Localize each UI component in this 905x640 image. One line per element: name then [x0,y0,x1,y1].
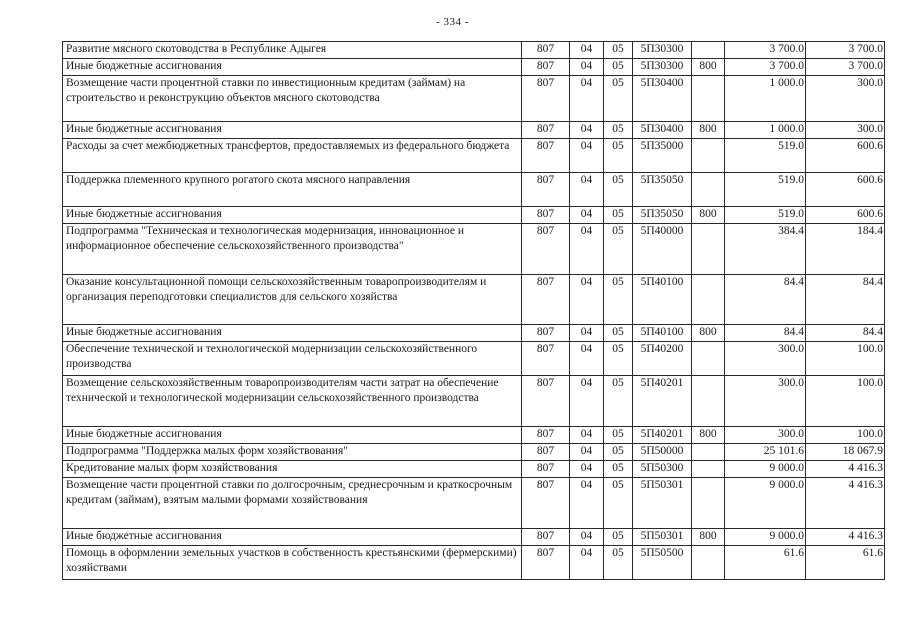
amount-year-2: 3 700.0 [806,42,885,59]
ministry-code: 807 [522,325,570,342]
section-code: 04 [570,207,604,224]
amount-year-2: 100.0 [806,376,885,427]
amount-year-2: 100.0 [806,427,885,444]
ministry-code: 807 [522,139,570,173]
amount-year-1: 300.0 [725,342,806,376]
target-article: 5П50301 [633,529,692,546]
expense-type [692,461,725,478]
amount-year-1: 9 000.0 [725,461,806,478]
subsection-code: 05 [604,461,633,478]
ministry-code: 807 [522,546,570,580]
expense-type: 800 [692,325,725,342]
table-row [63,342,885,376]
target-article: 5П30300 [633,59,692,76]
row-name: Оказание консультационной помощи сельскохозяйственным товаропроизводителям и организация переподготовки специалистов для сельского хозяйства [63,275,522,325]
ministry-code: 807 [522,342,570,376]
table-row [63,139,885,173]
row-name: Возмещение части процентной ставки по долгосрочным, среднесрочным и краткосрочным кредитам (займам), взятым малыми формами хозяйствования [63,478,522,529]
section-code: 04 [570,59,604,76]
ministry-code: 807 [522,224,570,275]
amount-year-1: 519.0 [725,173,806,207]
amount-year-2: 61.6 [806,546,885,580]
amount-year-1: 1 000.0 [725,76,806,122]
amount-year-2: 4 416.3 [806,478,885,529]
table-row [63,427,885,444]
expense-type: 800 [692,59,725,76]
table-row [63,224,885,275]
amount-year-1: 300.0 [725,376,806,427]
expense-type [692,478,725,529]
expense-type [692,376,725,427]
expense-type [692,173,725,207]
table-row [63,59,885,76]
expense-type [692,224,725,275]
section-code: 04 [570,76,604,122]
subsection-code: 05 [604,376,633,427]
expense-type [692,139,725,173]
amount-year-1: 1 000.0 [725,122,806,139]
section-code: 04 [570,444,604,461]
section-code: 04 [570,546,604,580]
subsection-code: 05 [604,444,633,461]
amount-year-2: 600.6 [806,173,885,207]
subsection-code: 05 [604,122,633,139]
amount-year-1: 84.4 [725,325,806,342]
amount-year-1: 9 000.0 [725,529,806,546]
ministry-code: 807 [522,444,570,461]
expense-type: 800 [692,529,725,546]
subsection-code: 05 [604,173,633,207]
target-article: 5П35050 [633,173,692,207]
expense-type [692,546,725,580]
ministry-code: 807 [522,59,570,76]
amount-year-1: 519.0 [725,139,806,173]
target-article: 5П40000 [633,224,692,275]
target-article: 5П40100 [633,325,692,342]
row-name: Иные бюджетные ассигнования [63,59,522,76]
table-row [63,207,885,224]
target-article: 5П50300 [633,461,692,478]
table-row [63,122,885,139]
expense-type: 800 [692,207,725,224]
table-row [63,76,885,122]
amount-year-2: 184.4 [806,224,885,275]
target-article: 5П35000 [633,139,692,173]
table-row [63,444,885,461]
amount-year-1: 519.0 [725,207,806,224]
section-code: 04 [570,173,604,207]
row-name: Иные бюджетные ассигнования [63,427,522,444]
expense-type [692,342,725,376]
subsection-code: 05 [604,427,633,444]
expense-type [692,275,725,325]
subsection-code: 05 [604,325,633,342]
section-code: 04 [570,139,604,173]
subsection-code: 05 [604,529,633,546]
row-name: Иные бюджетные ассигнования [63,325,522,342]
expense-type [692,444,725,461]
section-code: 04 [570,42,604,59]
section-code: 04 [570,275,604,325]
subsection-code: 05 [604,76,633,122]
expense-type: 800 [692,122,725,139]
amount-year-1: 384.4 [725,224,806,275]
target-article: 5П50500 [633,546,692,580]
subsection-code: 05 [604,478,633,529]
target-article: 5П30300 [633,42,692,59]
amount-year-2: 300.0 [806,122,885,139]
subsection-code: 05 [604,342,633,376]
row-name: Возмещение части процентной ставки по инвестиционным кредитам (займам) на строительство и реконструкцию объектов мясного скотоводства [63,76,522,122]
ministry-code: 807 [522,529,570,546]
section-code: 04 [570,427,604,444]
amount-year-2: 600.6 [806,139,885,173]
table-row [63,529,885,546]
row-name: Подпрограмма "Поддержка малых форм хозяйствования" [63,444,522,461]
ministry-code: 807 [522,427,570,444]
ministry-code: 807 [522,461,570,478]
subsection-code: 05 [604,275,633,325]
target-article: 5П40201 [633,376,692,427]
row-name: Поддержка племенного крупного рогатого скота мясного направления [63,173,522,207]
amount-year-1: 9 000.0 [725,478,806,529]
ministry-code: 807 [522,173,570,207]
ministry-code: 807 [522,275,570,325]
row-name: Кредитование малых форм хозяйствования [63,461,522,478]
ministry-code: 807 [522,376,570,427]
amount-year-1: 300.0 [725,427,806,444]
expense-type [692,42,725,59]
section-code: 04 [570,224,604,275]
table-row [63,173,885,207]
target-article: 5П30400 [633,76,692,122]
table-row [63,275,885,325]
target-article: 5П40100 [633,275,692,325]
row-name: Подпрограмма "Техническая и технологическая модернизация, инновационное и информационное обеспечение сельскохозяйственного производства" [63,224,522,275]
amount-year-2: 18 067.9 [806,444,885,461]
target-article: 5П50301 [633,478,692,529]
row-name: Иные бюджетные ассигнования [63,529,522,546]
ministry-code: 807 [522,122,570,139]
target-article: 5П30400 [633,122,692,139]
row-name: Иные бюджетные ассигнования [63,122,522,139]
amount-year-1: 25 101.6 [725,444,806,461]
table-row [63,478,885,529]
target-article: 5П35050 [633,207,692,224]
target-article: 5П40200 [633,342,692,376]
amount-year-2: 84.4 [806,325,885,342]
amount-year-1: 84.4 [725,275,806,325]
amount-year-2: 100.0 [806,342,885,376]
section-code: 04 [570,122,604,139]
table-row [63,376,885,427]
subsection-code: 05 [604,59,633,76]
expense-type [692,76,725,122]
table-row [63,461,885,478]
expense-type: 800 [692,427,725,444]
page-number: - 334 - [436,16,469,28]
amount-year-2: 84.4 [806,275,885,325]
budget-table [62,41,885,580]
section-code: 04 [570,478,604,529]
amount-year-1: 61.6 [725,546,806,580]
row-name: Иные бюджетные ассигнования [63,207,522,224]
subsection-code: 05 [604,139,633,173]
ministry-code: 807 [522,478,570,529]
target-article: 5П40201 [633,427,692,444]
ministry-code: 807 [522,76,570,122]
section-code: 04 [570,461,604,478]
amount-year-2: 300.0 [806,76,885,122]
amount-year-2: 4 416.3 [806,461,885,478]
section-code: 04 [570,376,604,427]
subsection-code: 05 [604,224,633,275]
ministry-code: 807 [522,42,570,59]
subsection-code: 05 [604,207,633,224]
subsection-code: 05 [604,42,633,59]
amount-year-2: 4 416.3 [806,529,885,546]
section-code: 04 [570,342,604,376]
amount-year-1: 3 700.0 [725,42,806,59]
row-name: Развитие мясного скотоводства в Республике Адыгея [63,42,522,59]
subsection-code: 05 [604,546,633,580]
target-article: 5П50000 [633,444,692,461]
table-row [63,546,885,580]
row-name: Обеспечение технической и технологической модернизации сельскохозяйственного производства [63,342,522,376]
table-row [63,42,885,59]
amount-year-2: 600.6 [806,207,885,224]
section-code: 04 [570,529,604,546]
ministry-code: 807 [522,207,570,224]
row-name: Помощь в оформлении земельных участков в собственность крестьянскими (фермерскими) хозяйствами [63,546,522,580]
section-code: 04 [570,325,604,342]
amount-year-2: 3 700.0 [806,59,885,76]
amount-year-1: 3 700.0 [725,59,806,76]
table-row [63,325,885,342]
row-name: Расходы за счет межбюджетных трансфертов, предоставляемых из федерального бюджета [63,139,522,173]
row-name: Возмещение сельскохозяйственным товаропроизводителям части затрат на обеспечение технической и технологической модернизации сельскохозяйственного производства [63,376,522,427]
